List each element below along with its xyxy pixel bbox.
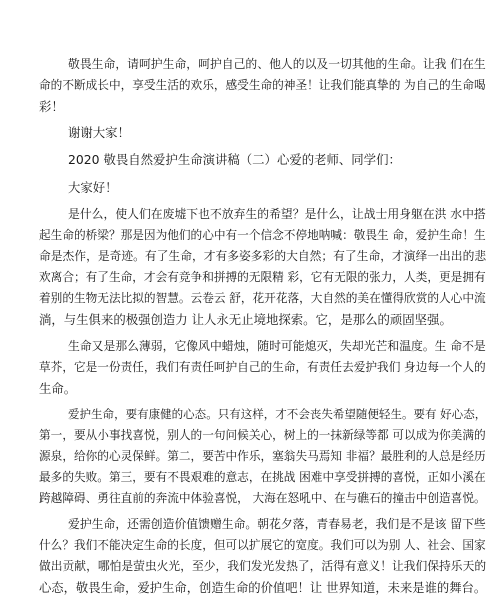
text-line: 草芥，它是一份责任，我们有责任呵护自己的生命，有责任去爱护我们 身边每一个人的	[39, 360, 486, 374]
text-line: 生命。	[39, 381, 77, 396]
text-line: 第一，要从小事找喜悦，别人的一句问候关心，树上的一抹新绿等都 可以成为你美满的	[39, 428, 486, 442]
text-line: 淌，与生俱来的极强创造力 让人永无止境地探索。它，是那么的顽固坚强。	[39, 312, 452, 327]
text-line: 做出贡献，哪怕是萤虫火光，至少，我们发光发热了，活得有意义！让我们保持乐天的	[39, 559, 487, 573]
text-line: 谢谢大家！	[68, 125, 130, 140]
text-line: 起生命的桥梁？那是因为他们的心中有一个信念不停地呐喊：敬畏生 命，爱护生命！生	[39, 228, 486, 242]
text-line: 源泉，给你的心灵保鲜。第二，要苦中作乐，塞翁失马焉知 非福？最胜利的人总是经历	[39, 449, 486, 463]
text-line: 命的不断成长中，享受生活的欢乐，感受生命的神圣！让我们能真挚的 为自己的生命喝	[39, 78, 486, 92]
text-line: 心态，敬畏生命，爱护生命，创造生命的价值吧！让 世界知道，未来是谁的舞台。	[39, 581, 487, 595]
text-line: 大家好！	[68, 180, 118, 195]
text-line: 最多的失败。第三，要有不畏艰难的意志，在挑战 困难中享受拼搏的喜悦，正如小溪在	[39, 470, 486, 484]
text-line: 跨越障碍、勇往直前的奔流中体验喜悦， 大海在怒吼中、在与礁石的撞击中创造喜悦。	[39, 491, 486, 505]
text-line: 命是杰作，是奇迹。有了生命，才有多姿多彩的大自然；有了生命，才演绎一出出的悲	[39, 249, 487, 263]
text-line: 什么？我们不能决定生命的长度，但可以扩展它的宽度。我们可以为别 人、社会、国家	[39, 538, 486, 552]
text-line: 爱护生命，要有康健的心态。只有这样，才不会丧失希望随便轻生。要有 好心态，	[68, 407, 487, 421]
text-line: 是什么，使人们在废墟下也不放弃生的希望？是什么，让战士用身躯在洪 水中搭	[68, 207, 486, 221]
text-line: 敬畏生命，请呵护生命，呵护自己的、他人的以及一切其他的生命。让我 们在生	[68, 57, 486, 71]
text-line: 着别的生物无法比拟的智慧。云卷云 舒，花开花落，大自然的美在懂得欣赏的人心中流	[39, 291, 486, 305]
text-line: 爱护生命，还需创造价值馈赠生命。朝花夕落，青春易老，我们是不是该 留下些	[68, 517, 486, 531]
text-line: 生命又是那么薄弱，它像风中蜡烛，随时可能熄灭，失却光芒和温度。生 命不是	[68, 339, 486, 353]
text-line: 彩！	[39, 99, 64, 114]
text-line: 欢离合；有了生命，才会有竞争和拼搏的无限精 彩，它有无限的张力，人类，更是拥有	[39, 270, 486, 284]
text-line: 2020 敬畏自然爱护生命演讲稿（二）心爱的老师、同学们：	[68, 152, 401, 167]
